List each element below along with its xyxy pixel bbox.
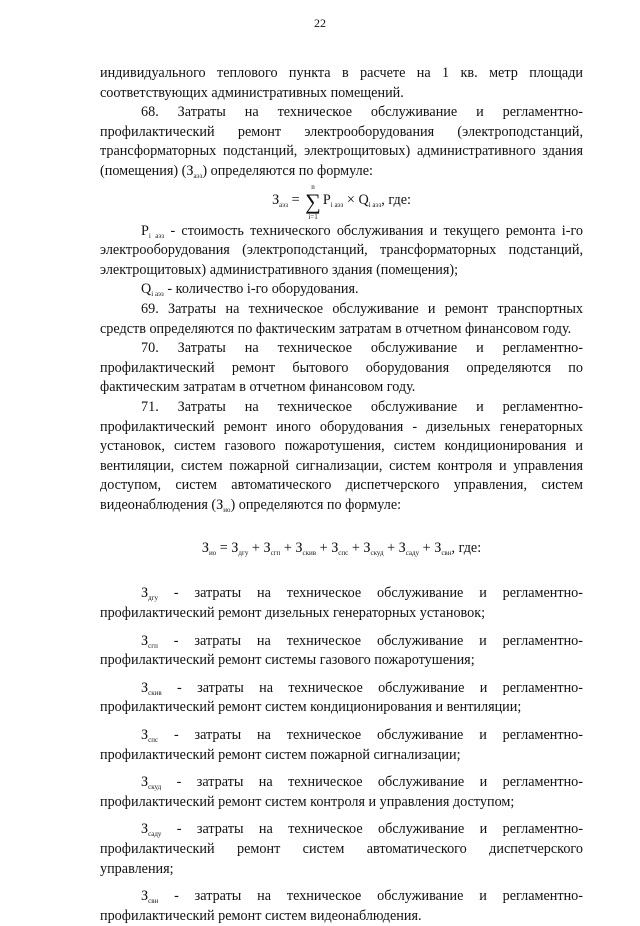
definition-sgp: $З_{сгп}$ - затраты на техническое обслуживание и регламентно-профилактический ремонт системы газового пожаротушения; (100, 632, 583, 669)
paragraph-70: 70. Затраты на техническое обслуживание и регламентно-профилактический ремонт бытового оборудования определяются по фактическим затратам в отчетном финансовом году. (100, 340, 583, 396)
paragraph-intro: индивидуального теплового пункта в расчете на 1 кв. метр площади соответствующих административных помещений. (100, 65, 583, 101)
paragraph-71: 71. Затраты на техническое обслуживание и регламентно-профилактический ремонт иного оборудования - дизельных генераторных установок, систем газового пожаротушения, систем кондиционирования и вентиляции, систем пожарной сигнализации, систем контроля и управления доступом, систем автоматического диспетчерского управления, систем видеонаблюдения $(З_{ио})$ определяются по формуле: (100, 398, 583, 514)
paragraph-68: 68. Затраты на техническое обслуживание и регламентно-профилактический ремонт электрооборудования (электроподстанций, трансформаторных подстанций, электрощитовых) административного здания (помещения) $(З_{аэз})$ определяются по формуле: (100, 104, 583, 180)
definition-p-aez: $P_{i аэз}$ - стоимость технического обслуживания и текущего ремонта i-го электрооборудования (электроподстанций, трансформаторных подстанций, электрощитовых) административного здания (помещения); (100, 222, 583, 278)
paragraph-69: 69. Затраты на техническое обслуживание и ремонт транспортных средств определяются по фактическим затратам в отчетном финансовом году. (100, 300, 583, 337)
definition-skiv: $З_{скив}$ - затраты на техническое обслуживание и регламентно-профилактический ремонт систем кондиционирования и вентиляции; (100, 679, 583, 716)
page-number: 22 (314, 16, 326, 30)
definition-dgu: $З_{дгу}$ - затраты на техническое обслуживание и регламентно-профилактический ремонт дизельных генераторных установок; (100, 585, 583, 622)
formula-io: $З_{ио} = З_{дгу} + З_{сгп} + З_{скив} + З_{спс} + З_{скуд} + З_{саду} + З_{свн}$, где: (201, 540, 482, 558)
definition-svn: $З_{свн}$ - затраты на техническое обслуживание и регламентно-профилактический ремонт систем видеонаблюдения. (100, 888, 583, 924)
document-body (100, 64, 583, 926)
definition-sadu: $З_{сaду}$ - затраты на техническое обслуживание и регламентно-профилактический ремонт систем автоматического диспетчерского управления; (100, 821, 583, 877)
definition-q-aez: $Q_{i аэз}$ - количество i-го оборудования. (141, 281, 359, 299)
formula-aez: $З_{аэз}$ = n ∑ i=1 $P_{i аэз} \times Q_{i аэз}$, где: (272, 182, 411, 221)
definition-skud: $З_{скуд}$ - затраты на техническое обслуживание и регламентно-профилактический ремонт систем контроля и управления доступом; (100, 774, 583, 810)
sum-symbol: n ∑ i=1 (305, 182, 321, 221)
definition-sps: $З_{спс}$ - затраты на техническое обслуживание и регламентно-профилактический ремонт систем пожарной сигнализации; (100, 727, 583, 763)
